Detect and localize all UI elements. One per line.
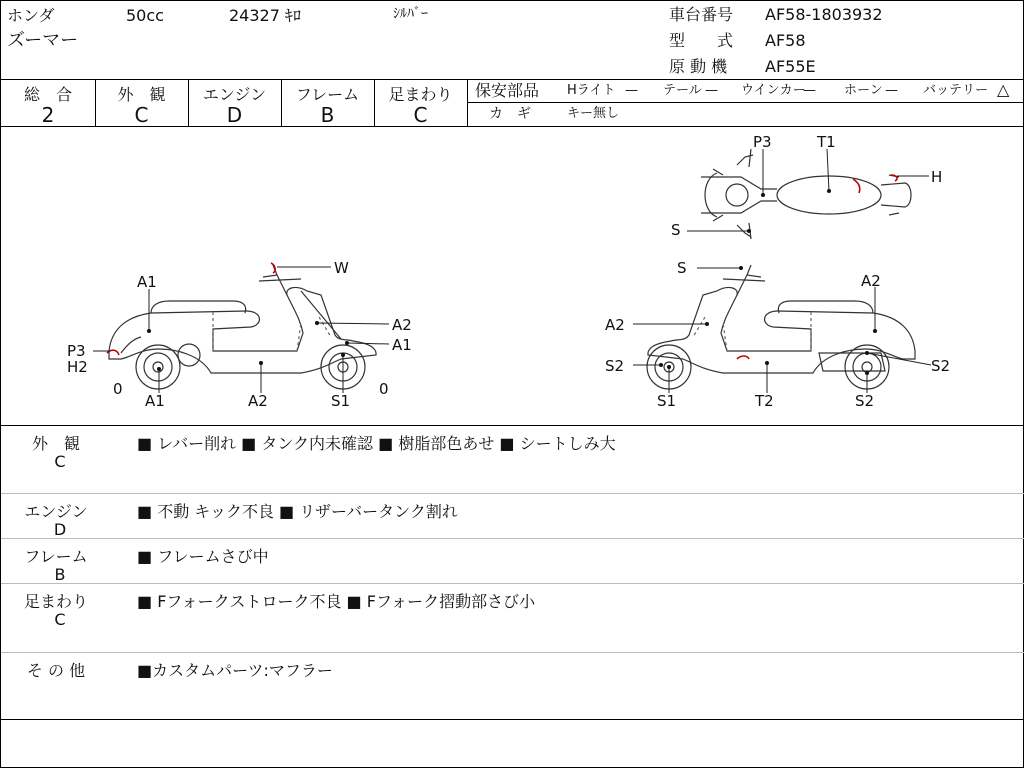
safety-tail-value: — [705, 83, 718, 98]
type-value: AF58 [765, 31, 806, 50]
diagram-label: A2 [605, 316, 625, 334]
grade-suspension-label: 足まわり [388, 85, 453, 104]
section-other-text: ■カスタムパーツ:マフラー [137, 661, 333, 680]
diagram-label: S [677, 259, 687, 277]
section-exterior-label: 外 観 [31, 434, 80, 453]
grade-suspension-value: C [413, 103, 428, 127]
safety-battery-name: バッテリー [923, 83, 989, 98]
section-suspension-text: ■ Fフォークストローク不良 ■ Fフォーク摺動部さび小 [137, 592, 536, 611]
divider [1, 583, 1024, 584]
diagram-label: A2 [248, 392, 268, 410]
diagram-label: W [334, 259, 349, 277]
frame-no-label: 車台番号 [669, 5, 734, 24]
divider [1, 652, 1024, 653]
frame-no: AF58-1803932 [765, 5, 883, 24]
displacement: 50cc [126, 6, 164, 25]
diagram-label: A1 [145, 392, 165, 410]
mileage: 24327 ｷﾛ [229, 6, 301, 25]
section-other-label: そ の 他 [26, 661, 86, 680]
key-value: キー無し [567, 106, 620, 121]
divider [1, 538, 1024, 539]
model-name: ズーマー [7, 30, 79, 51]
grade-total-label: 総 合 [23, 85, 72, 104]
section-frame-label: フレーム [24, 547, 88, 566]
diagram-label: A2 [392, 316, 412, 334]
safety-headlight-name: Hライト [567, 83, 616, 98]
divider [467, 79, 468, 126]
diagram-label: H [931, 168, 943, 186]
grade-engine-value: D [226, 103, 243, 127]
safety-winker-name: ウインカー [741, 83, 806, 98]
divider [468, 102, 1024, 103]
diagram-label: T2 [755, 392, 774, 410]
grade-frame-value: B [320, 103, 335, 127]
safety-horn-name: ホーン [844, 83, 883, 98]
section-exterior-grade: C [54, 452, 66, 471]
grade-exterior-label: 外 観 [117, 85, 166, 104]
scooter-top-view [701, 149, 911, 239]
section-engine-label: エンジン [24, 502, 88, 521]
diagram-label: S2 [605, 357, 625, 375]
section-engine-text: ■ 不動 キック不良 ■ リザーバータンク割れ [137, 502, 458, 521]
grade-engine-label: エンジン [202, 85, 267, 104]
diagram-label: A2 [861, 272, 881, 290]
maker: ホンダ [7, 6, 55, 25]
diagram-label: S [671, 221, 681, 239]
safety-horn-value: — [885, 83, 898, 98]
diagram-label: S1 [331, 392, 351, 410]
section-exterior-text: ■ レバー削れ ■ タンク内未確認 ■ 樹脂部色あせ ■ シートしみ大 [137, 434, 616, 453]
divider [1, 79, 1024, 80]
section-engine-grade: D [53, 520, 67, 539]
diagram-label: P3 [67, 342, 86, 360]
grade-total-value: 2 [41, 103, 55, 127]
diagram-label: 0 [379, 380, 389, 398]
diagram-label: P3 [753, 133, 772, 151]
engine-label: 原 動 機 [669, 57, 728, 76]
type-label: 型 式 [669, 31, 734, 50]
diagram-label: S2 [855, 392, 875, 410]
grade-exterior-value: C [134, 103, 149, 127]
diagram-label: S1 [657, 392, 677, 410]
divider [1, 493, 1024, 494]
section-suspension-grade: C [54, 610, 66, 629]
safety-battery-value: △ [997, 80, 1010, 99]
safety-tail-name: テール [663, 83, 702, 98]
section-frame-text: ■ フレームさび中 [137, 547, 269, 566]
grade-frame-label: フレーム [295, 85, 360, 104]
diagram-label: H2 [67, 358, 88, 376]
safety-label: 保安部品 [475, 81, 540, 100]
diagram-label: T1 [817, 133, 836, 151]
key-label: カ ギ [489, 106, 531, 122]
divider [1, 425, 1024, 426]
diagram-label: S2 [931, 357, 951, 375]
diagram-label: A1 [137, 273, 157, 291]
safety-headlight-value: — [625, 83, 638, 98]
diagram-label: A1 [392, 336, 412, 354]
engine-value: AF55E [765, 57, 816, 76]
damage-diagram [1, 127, 1023, 425]
safety-winker-value: — [803, 83, 816, 98]
section-suspension-label: 足まわり [23, 592, 88, 611]
color: ｼﾙﾊﾞｰ [393, 6, 428, 22]
divider [1, 719, 1024, 720]
section-frame-grade: B [54, 565, 66, 584]
diagram-label: 0 [113, 380, 123, 398]
